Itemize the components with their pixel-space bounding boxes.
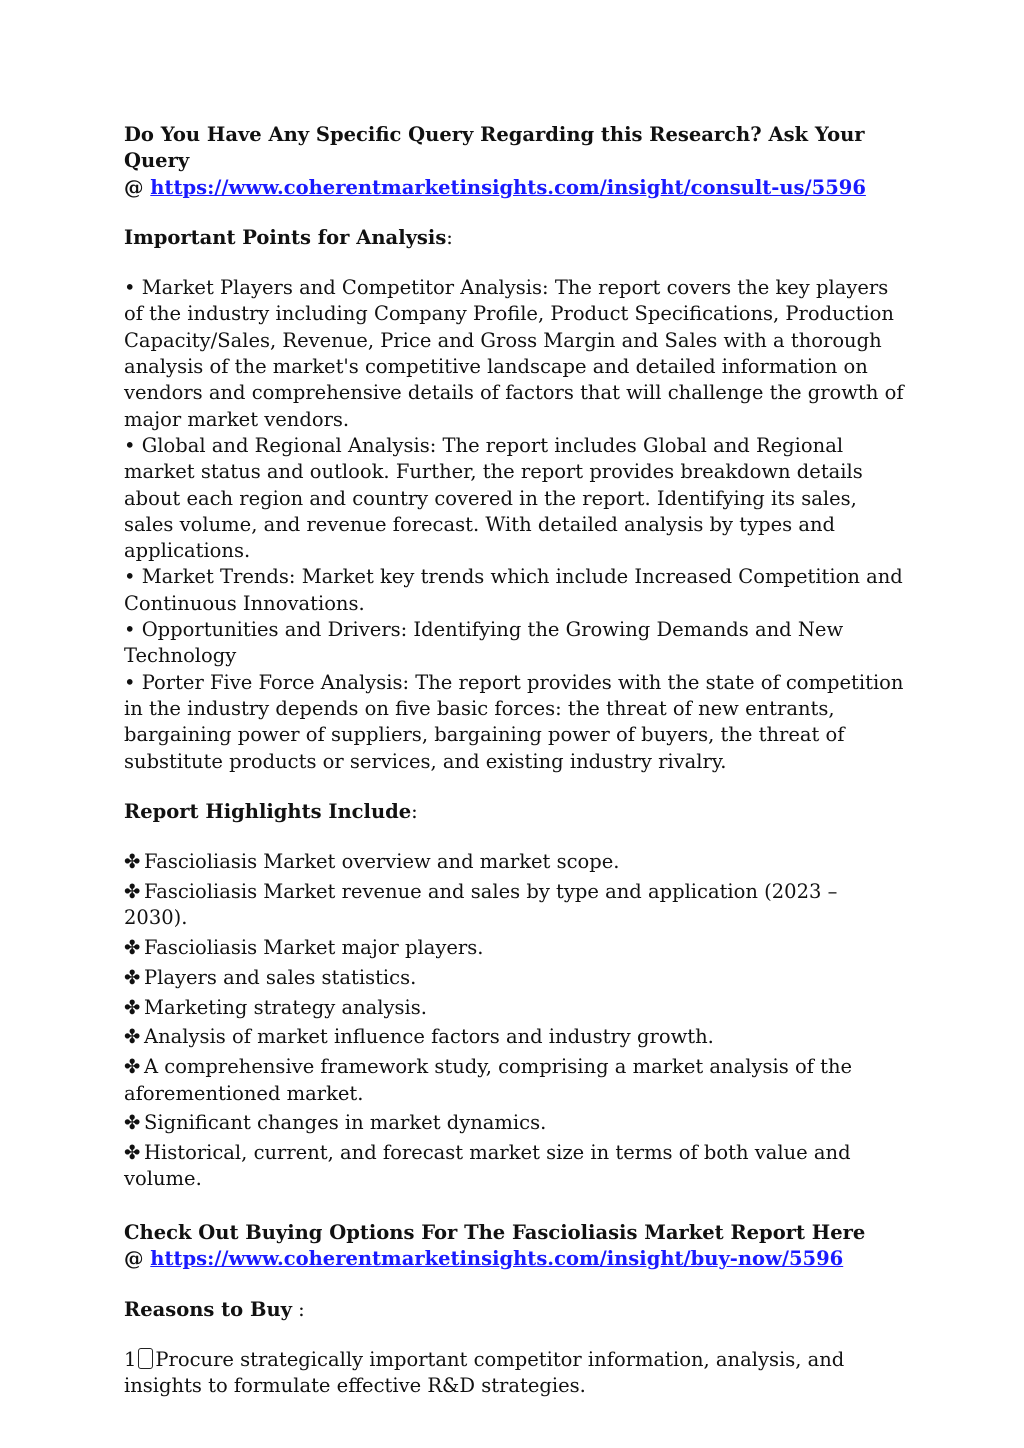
flower-bullet-icon: ✤ — [124, 995, 141, 1019]
query-text: Do You Have Any Specific Query Regarding this Research? Ask Your Query — [124, 123, 865, 173]
flower-bullet-icon: ✤ — [124, 1111, 141, 1135]
list-item: • Market Players and Competitor Analysis: The report covers the key players of the industry including Company Profile, Product Specifications, Production Capacity/Sales, Revenue, Price and Gross Margin and Sales with a thorough analysis of the market's competitive landscape and detailed information on vendors and comprehensive details of factors that will challenge the growth of major market vendors. — [124, 276, 904, 431]
flower-bullet-icon: ✤ — [124, 1025, 141, 1049]
reason-text: Procure strategically important competitor information, analysis, and insights to formulate effective R&D strategies. — [124, 1348, 845, 1398]
important-points-heading-line — [124, 225, 904, 251]
list-item: • Porter Five Force Analysis: The report provides with the state of competition in the industry depends on five basic forces: the threat of new entrants, bargaining power of suppliers, bargaining power of buyers, the threat of substitute products or services, and existing industry rivalry. — [124, 670, 904, 773]
reason-number: 1 — [124, 1348, 137, 1372]
consult-us-link[interactable]: https://www.coherentmarketinsights.com/insight/consult-us/5596 — [150, 175, 866, 199]
missing-glyph-box-icon — [138, 1348, 153, 1369]
flower-bullet-icon: ✤ — [124, 936, 141, 960]
buy-now-link[interactable]: https://www.coherentmarketinsights.com/insight/buy-now/5596 — [150, 1247, 844, 1271]
report-highlights-colon: : — [411, 799, 418, 823]
flower-bullet-icon: ✤ — [124, 965, 141, 989]
flower-bullet-icon: ✤ — [124, 1141, 141, 1165]
list-item: ✤ Fascioliasis Market revenue and sales by type and application (2023 – 2030). — [124, 879, 838, 930]
query-at: @ — [124, 175, 144, 199]
reasons-heading-line — [124, 1297, 904, 1323]
buying-text: Check Out Buying Options For The Fascioliasis Market Report Here — [124, 1221, 866, 1245]
buying-paragraph — [124, 1220, 904, 1273]
list-item: ✤ Marketing strategy analysis. — [124, 995, 904, 1021]
list-item: ✤ Analysis of market influence factors and industry growth. — [124, 1024, 904, 1050]
important-points-heading: Important Points for Analysis — [124, 225, 447, 249]
list-item: ✤ Fascioliasis Market major players. — [124, 935, 904, 961]
buying-at: @ — [124, 1247, 144, 1271]
flower-bullet-icon: ✤ — [124, 850, 141, 874]
list-item: ✤ Fascioliasis Market overview and market scope. — [124, 849, 904, 875]
report-highlights-heading-line — [124, 799, 904, 825]
reasons-colon: : — [291, 1297, 305, 1321]
list-item: • Market Trends: Market key trends which include Increased Competition and Continuous Innovations. — [124, 565, 903, 615]
report-highlights-heading: Report Highlights Include — [124, 799, 412, 823]
list-item: • Opportunities and Drivers: Identifying the Growing Demands and New Technology — [124, 618, 844, 668]
list-item: ✤ Players and sales statistics. — [124, 965, 904, 991]
flower-bullet-icon: ✤ — [124, 1055, 141, 1079]
reasons-heading: Reasons to Buy — [124, 1297, 292, 1321]
important-points-list — [124, 275, 904, 775]
list-item: ✤ Historical, current, and forecast market size in terms of both value and volume. — [124, 1141, 851, 1191]
report-highlights-list — [124, 849, 904, 1193]
list-item: • Global and Regional Analysis: The report includes Global and Regional market status and outlook. Further, the report provides breakdown details about each region and country covered in the report. Identifying its sales, sales volume, and revenue forecast. With detailed analysis by types and applications. — [124, 433, 863, 563]
document-content — [124, 122, 904, 1400]
important-points-colon: : — [446, 225, 453, 249]
flower-bullet-icon: ✤ — [124, 879, 141, 903]
query-paragraph — [124, 122, 904, 201]
list-item: ✤ Significant changes in market dynamics. — [124, 1110, 904, 1136]
reason-item — [124, 1347, 904, 1400]
list-item: ✤ A comprehensive framework study, comprising a market analysis of the aforementioned market. — [124, 1055, 853, 1105]
